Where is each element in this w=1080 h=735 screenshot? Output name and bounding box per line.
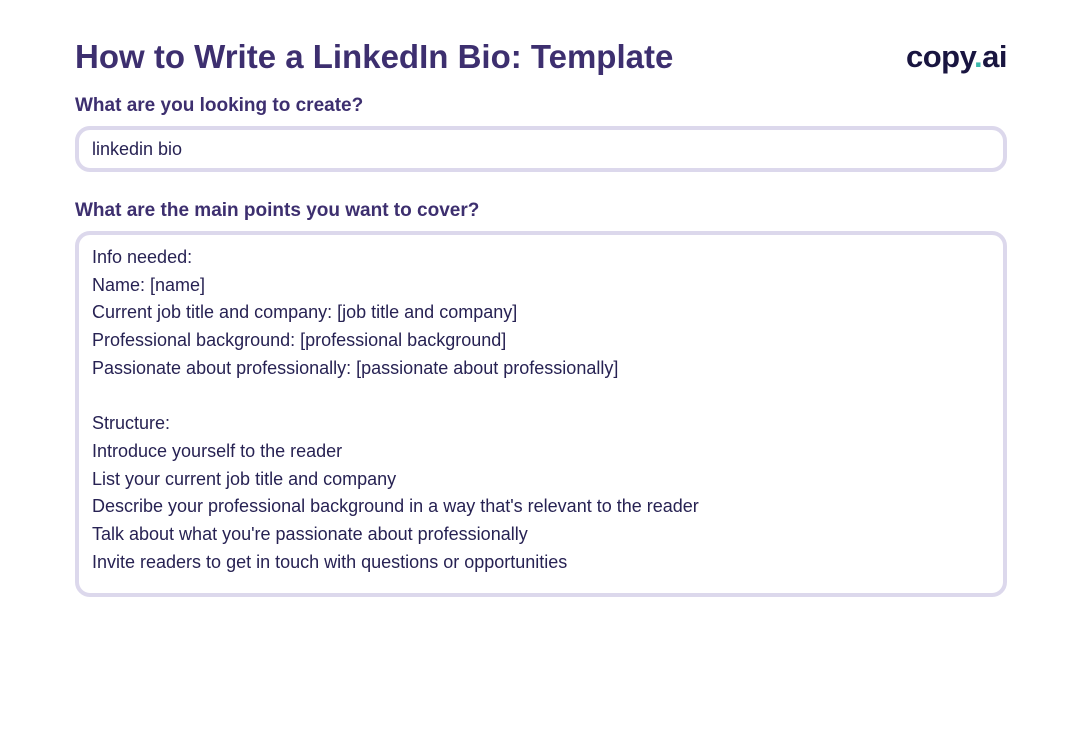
logo-text-ai: ai	[982, 39, 1007, 74]
page-title: How to Write a LinkedIn Bio: Template	[75, 38, 674, 75]
logo-text-copy: copy	[905, 39, 975, 74]
create-question-label: What are you looking to create?	[75, 95, 364, 116]
points-question-textarea[interactable]	[75, 231, 1007, 597]
create-question-input[interactable]	[75, 126, 1007, 172]
page-header	[75, 38, 1007, 76]
copyai-logo	[906, 39, 1007, 75]
logo-dot: .	[974, 39, 983, 74]
points-question-label: What are the main points you want to cover?	[75, 200, 480, 221]
